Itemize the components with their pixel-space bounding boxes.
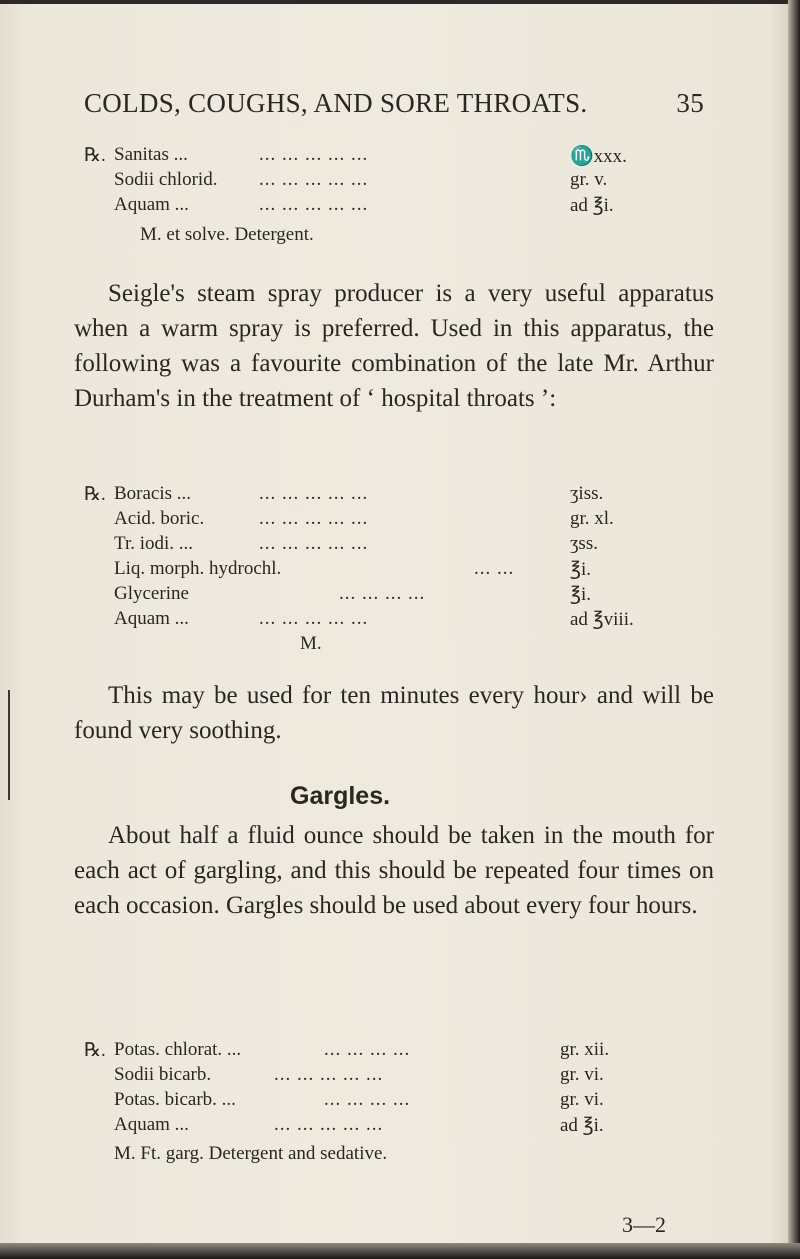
ingredient-name: Aquam ...	[114, 608, 189, 629]
prescription-boracis	[84, 483, 704, 673]
leader-dots: ... ... ... ... ...	[259, 194, 369, 215]
leader-dots: ... ...	[474, 558, 515, 579]
ingredient-quantity: ♏xxx.	[570, 146, 627, 167]
ingredient-name: Acid. boric.	[114, 508, 205, 529]
body-paragraph	[74, 276, 714, 416]
ingredient-row	[84, 533, 684, 557]
ingredient-quantity: gr. vi.	[560, 1089, 604, 1110]
leader-dots: ... ... ... ... ...	[259, 169, 369, 190]
body-paragraph	[74, 818, 714, 923]
ingredient-name: Sanitas ...	[114, 144, 188, 165]
ingredient-quantity: ad ℥i.	[560, 1115, 604, 1136]
ingredient-quantity: ʒiss.	[570, 483, 604, 504]
section-heading: Gargles.	[290, 782, 391, 810]
prescription-note: M. et solve. Detergent.	[140, 224, 314, 245]
running-header	[84, 88, 704, 122]
ingredient-quantity: ad ℥viii.	[570, 609, 634, 630]
ingredient-row	[84, 558, 684, 582]
ingredient-name: Liq. morph. hydrochl.	[114, 558, 282, 579]
recipe-symbol: ℞.	[84, 145, 106, 166]
ingredient-quantity: ʒss.	[570, 533, 598, 554]
leader-dots: ... ... ... ... ...	[274, 1064, 384, 1085]
leader-dots: ... ... ... ... ...	[259, 533, 369, 554]
ingredient-row	[84, 1089, 684, 1113]
ingredient-row	[84, 583, 684, 607]
prescription-note: M. Ft. garg. Detergent and sedative.	[114, 1143, 388, 1164]
leader-dots: ... ... ... ...	[324, 1089, 411, 1110]
ingredient-name: Sodii bicarb.	[114, 1064, 212, 1085]
ingredient-quantity: gr. v.	[570, 169, 608, 190]
recipe-symbol: ℞.	[84, 484, 106, 505]
ingredient-quantity: gr. xii.	[560, 1039, 610, 1060]
ingredient-name: Potas. bicarb. ...	[114, 1089, 236, 1110]
ingredient-name: Tr. iodi. ...	[114, 533, 194, 554]
page-number: 35	[676, 88, 704, 118]
body-paragraph	[74, 678, 714, 748]
paragraph-text: This may be used for ten minutes every hour› and will be found very soothing.	[74, 682, 714, 744]
ingredient-quantity: gr. xl.	[570, 508, 614, 529]
ingredient-quantity: ℥i.	[570, 584, 592, 605]
leader-dots: ... ... ... ... ...	[259, 483, 369, 504]
ingredient-name: Boracis ...	[114, 483, 192, 504]
ingredient-quantity: ℥i.	[570, 559, 592, 580]
ingredient-name: Glycerine	[114, 583, 189, 604]
ingredient-name: Aquam ...	[114, 1114, 189, 1135]
ingredient-row	[84, 169, 684, 193]
ingredient-row	[84, 508, 684, 532]
page-bottom-edge	[0, 1243, 800, 1259]
ingredient-row	[84, 144, 684, 168]
paragraph-text: About half a fluid ounce should be taken in the mouth for each act of gargling, and this should be repeated four times on each occasion. Gargles should be used about every four hours.	[74, 822, 714, 919]
ingredient-quantity: ad ℥i.	[570, 195, 614, 216]
ingredient-row	[84, 1039, 684, 1063]
prescription-gargle	[84, 1039, 704, 1179]
ingredient-name: Aquam ...	[114, 194, 189, 215]
ingredient-row	[84, 483, 684, 507]
ingredient-row	[84, 194, 684, 218]
ingredient-row	[84, 608, 684, 632]
recipe-symbol: ℞.	[84, 1040, 106, 1061]
page-top-edge	[0, 0, 800, 4]
leader-dots: ... ... ... ... ...	[259, 144, 369, 165]
spine-shadow	[8, 690, 10, 800]
leader-dots: ... ... ... ... ...	[259, 508, 369, 529]
running-header-title: COLDS, COUGHS, AND SORE THROATS.	[84, 88, 588, 118]
prescription-sanitas	[84, 144, 704, 264]
signature-mark: 3—2	[622, 1212, 666, 1237]
page-right-edge	[788, 0, 800, 1259]
leader-dots: ... ... ... ... ...	[259, 608, 369, 629]
ingredient-name: Sodii chlorid.	[114, 169, 218, 190]
paragraph-text: Seigle's steam spray producer is a very useful apparatus when a warm spray is preferred. Used in this apparatus, the following was a favourite combination of the late Mr. Arthur Durham's in the treatment of ‘ hospital throats ’:	[74, 280, 714, 412]
prescription-note: M.	[300, 633, 322, 654]
leader-dots: ... ... ... ...	[324, 1039, 411, 1060]
ingredient-name: Potas. chlorat. ...	[114, 1039, 242, 1060]
ingredient-quantity: gr. vi.	[560, 1064, 604, 1085]
leader-dots: ... ... ... ...	[339, 583, 426, 604]
ingredient-row	[84, 1064, 684, 1088]
ingredient-row	[84, 1114, 684, 1138]
leader-dots: ... ... ... ... ...	[274, 1114, 384, 1135]
